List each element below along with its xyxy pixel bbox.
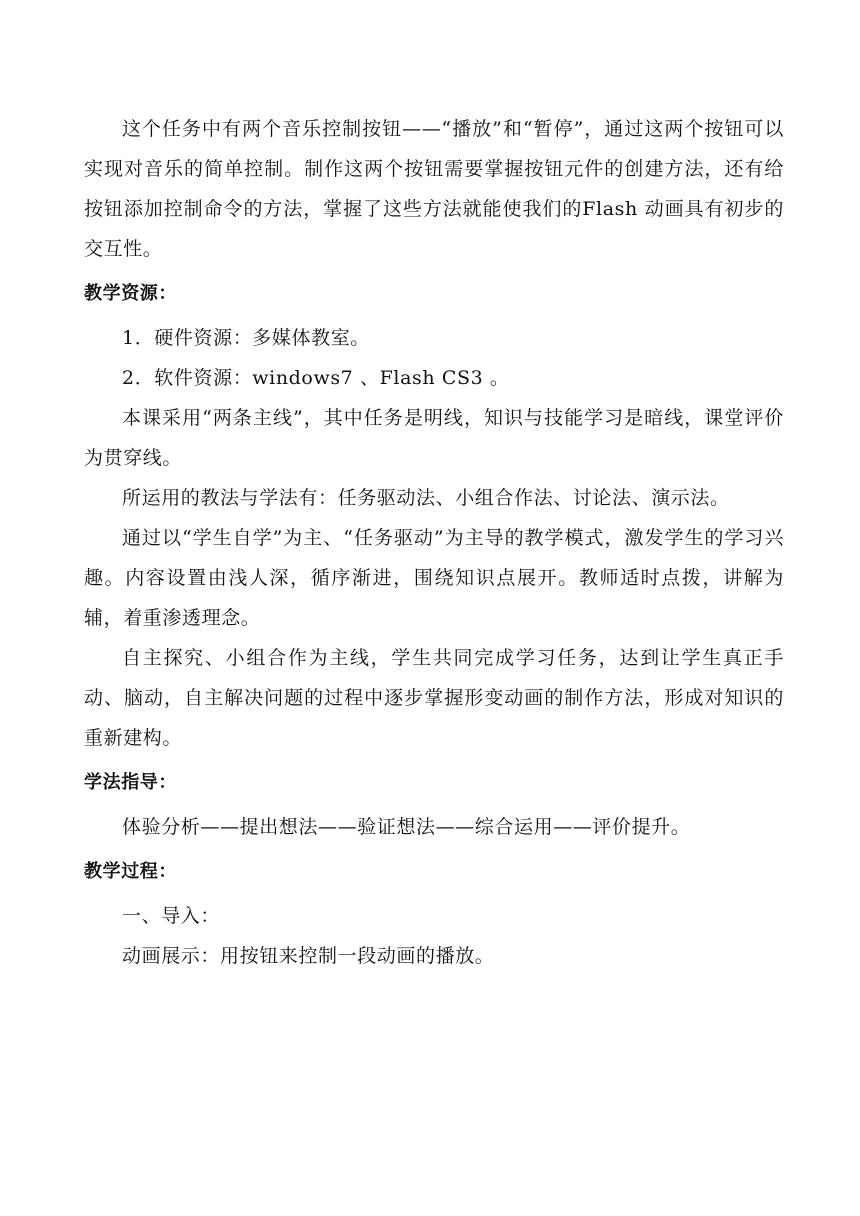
- teaching-mode-paragraph: 通过以“学生自学”为主、“任务驱动”为主导的教学模式，激发学生的学习兴趣。内容设置由浅人深，循序渐进，围绕知识点展开。教师适时点拨，讲解为辅，着重渗透理念。: [84, 527, 784, 629]
- guidance-paragraph: 体验分析——提出想法——验证想法——综合运用——评价提升。: [122, 816, 691, 838]
- section-heading-guidance: 学法指导：: [84, 772, 177, 793]
- methods-paragraph: 所运用的教法与学法有：任务驱动法、小组合作法、讨论法、演示法。: [122, 487, 730, 509]
- inquiry-paragraph: 自主探究、小组合作为主线，学生共同完成学习任务，达到让学生真正手动、脑动，自主解决问题的过程中逐步掌握形变动画的制作方法，形成对知识的重新建构。: [84, 647, 784, 749]
- document-body: [84, 109, 784, 976]
- section-heading-resources: 教学资源：: [84, 283, 177, 304]
- process-step-intro: 一、导入：: [122, 905, 221, 927]
- resource-item-hardware: 1．硬件资源：多媒体教室。: [122, 327, 370, 349]
- main-lines-paragraph: 本课采用“两条主线”，其中任务是明线，知识与技能学习是暗线，课堂评价为贯穿线。: [84, 407, 784, 469]
- demo-paragraph: 动画展示：用按钮来控制一段动画的播放。: [122, 945, 495, 967]
- intro-paragraph: 这个任务中有两个音乐控制按钮——“播放”和“暂停”，通过这两个按钮可以实现对音乐的简单控制。制作这两个按钮需要掌握按钮元件的创建方法，还有给按钮添加控制命令的方法，掌握了这些方法就能使我们的Flash 动画具有初步的交互性。: [84, 118, 784, 260]
- section-heading-process: 教学过程：: [84, 861, 177, 882]
- resource-item-software: 2．软件资源：windows7 、Flash CS3 。: [122, 367, 510, 389]
